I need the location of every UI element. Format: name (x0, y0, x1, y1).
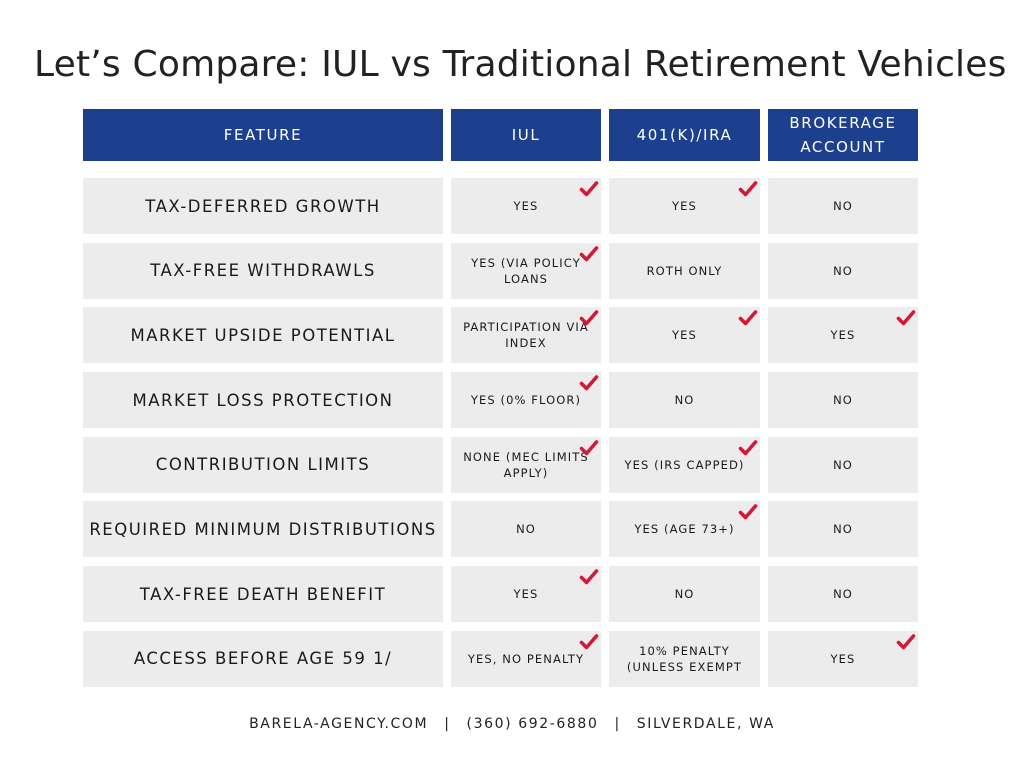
cell-value: YES (830, 328, 856, 343)
cell-value: NO (833, 457, 853, 472)
checkmark-icon (896, 633, 916, 651)
feature-label: MARKET UPSIDE POTENTIAL (83, 307, 443, 363)
footer-phone: (360) 692-6880 (466, 716, 599, 732)
checkmark-icon (579, 568, 599, 586)
cell-401k-ira (609, 372, 760, 428)
footer-separator: | (614, 716, 621, 732)
cell-iul (451, 501, 601, 557)
cell-brokerage (768, 437, 918, 493)
cell-401k-ira (609, 307, 760, 363)
cell-value: YES (672, 199, 697, 213)
cell-401k-ira (609, 501, 760, 557)
table-body (83, 178, 918, 687)
cell-value: NO (833, 393, 853, 408)
header-401k-ira: 401(K)/IRA (609, 109, 760, 161)
checkmark-icon (579, 374, 599, 392)
checkmark-icon (738, 439, 758, 457)
cell-value: YES (513, 199, 539, 213)
cell-brokerage (768, 631, 918, 687)
cell-value: PARTICIPATION VIA INDEX (463, 320, 589, 351)
feature-label: REQUIRED MINIMUM DISTRIBUTIONS (83, 501, 443, 557)
checkmark-icon (579, 245, 599, 263)
checkmark-icon (579, 309, 599, 327)
cell-value: NO (674, 587, 695, 602)
cell-brokerage (768, 372, 918, 428)
checkmark-icon (579, 633, 599, 651)
comparison-table (83, 109, 918, 696)
cell-brokerage (768, 501, 918, 557)
cell-iul (451, 631, 601, 687)
footer-website: BARELA-AGENCY.COM (249, 716, 429, 732)
table-header-row (83, 109, 918, 161)
checkmark-icon (896, 309, 916, 327)
cell-iul (451, 243, 601, 299)
cell-value: NO (833, 263, 853, 278)
cell-iul (451, 372, 601, 428)
cell-401k-ira (609, 631, 760, 687)
feature-label: MARKET LOSS PROTECTION (83, 372, 443, 428)
cell-value: 10% PENALTY (UNLESS EXEMPT (626, 643, 743, 674)
page-title: Let’s Compare: IUL vs Traditional Retirement Vehicles (34, 44, 1007, 85)
table-row (83, 243, 918, 299)
footer-location: SILVERDALE, WA (636, 716, 775, 732)
cell-brokerage (768, 243, 918, 299)
cell-value: NO (833, 587, 853, 602)
cell-value: NONE (MEC LIMITS APPLY) (463, 449, 589, 480)
cell-value: NO (833, 199, 853, 213)
cell-value: YES (VIA POLICY LOANS (471, 255, 581, 286)
cell-iul (451, 307, 601, 363)
cell-value: YES (0% FLOOR) (470, 393, 582, 408)
table-row (83, 307, 918, 363)
cell-value: YES (672, 328, 697, 343)
cell-401k-ira (609, 566, 760, 622)
cell-value: ROTH ONLY (646, 263, 723, 278)
cell-value: NO (833, 522, 853, 537)
checkmark-icon (738, 180, 758, 198)
table-row (83, 501, 918, 557)
cell-value: YES (513, 587, 539, 602)
cell-value: YES (AGE 73+) (634, 522, 735, 537)
table-row (83, 437, 918, 493)
cell-iul (451, 178, 601, 234)
cell-401k-ira (609, 243, 760, 299)
feature-label: CONTRIBUTION LIMITS (83, 437, 443, 493)
feature-label: TAX-FREE WITHDRAWLS (83, 243, 443, 299)
cell-value: YES (830, 651, 856, 666)
cell-value: NO (516, 522, 536, 537)
checkmark-icon (738, 503, 758, 521)
checkmark-icon (738, 309, 758, 327)
table-row (83, 566, 918, 622)
cell-brokerage (768, 307, 918, 363)
feature-label: TAX-FREE DEATH BENEFIT (83, 566, 443, 622)
feature-label: ACCESS BEFORE AGE 59 1/ (83, 631, 443, 687)
header-feature: FEATURE (83, 109, 443, 161)
cell-iul (451, 566, 601, 622)
checkmark-icon (579, 180, 599, 198)
cell-401k-ira (609, 437, 760, 493)
checkmark-icon (579, 439, 599, 457)
table-row (83, 372, 918, 428)
cell-value: YES (IRS CAPPED) (624, 457, 745, 472)
feature-label: TAX-DEFERRED GROWTH (83, 178, 443, 234)
cell-iul (451, 437, 601, 493)
table-row (83, 631, 918, 687)
footer-separator: | (444, 716, 451, 732)
cell-value: YES, NO PENALTY (467, 651, 585, 666)
cell-brokerage (768, 566, 918, 622)
header-iul: IUL (451, 109, 601, 161)
footer (0, 716, 1024, 732)
header-brokerage-account: BROKERAGE ACCOUNT (768, 109, 918, 161)
cell-value: NO (674, 393, 695, 408)
cell-brokerage (768, 178, 918, 234)
cell-401k-ira (609, 178, 760, 234)
table-row (83, 178, 918, 234)
